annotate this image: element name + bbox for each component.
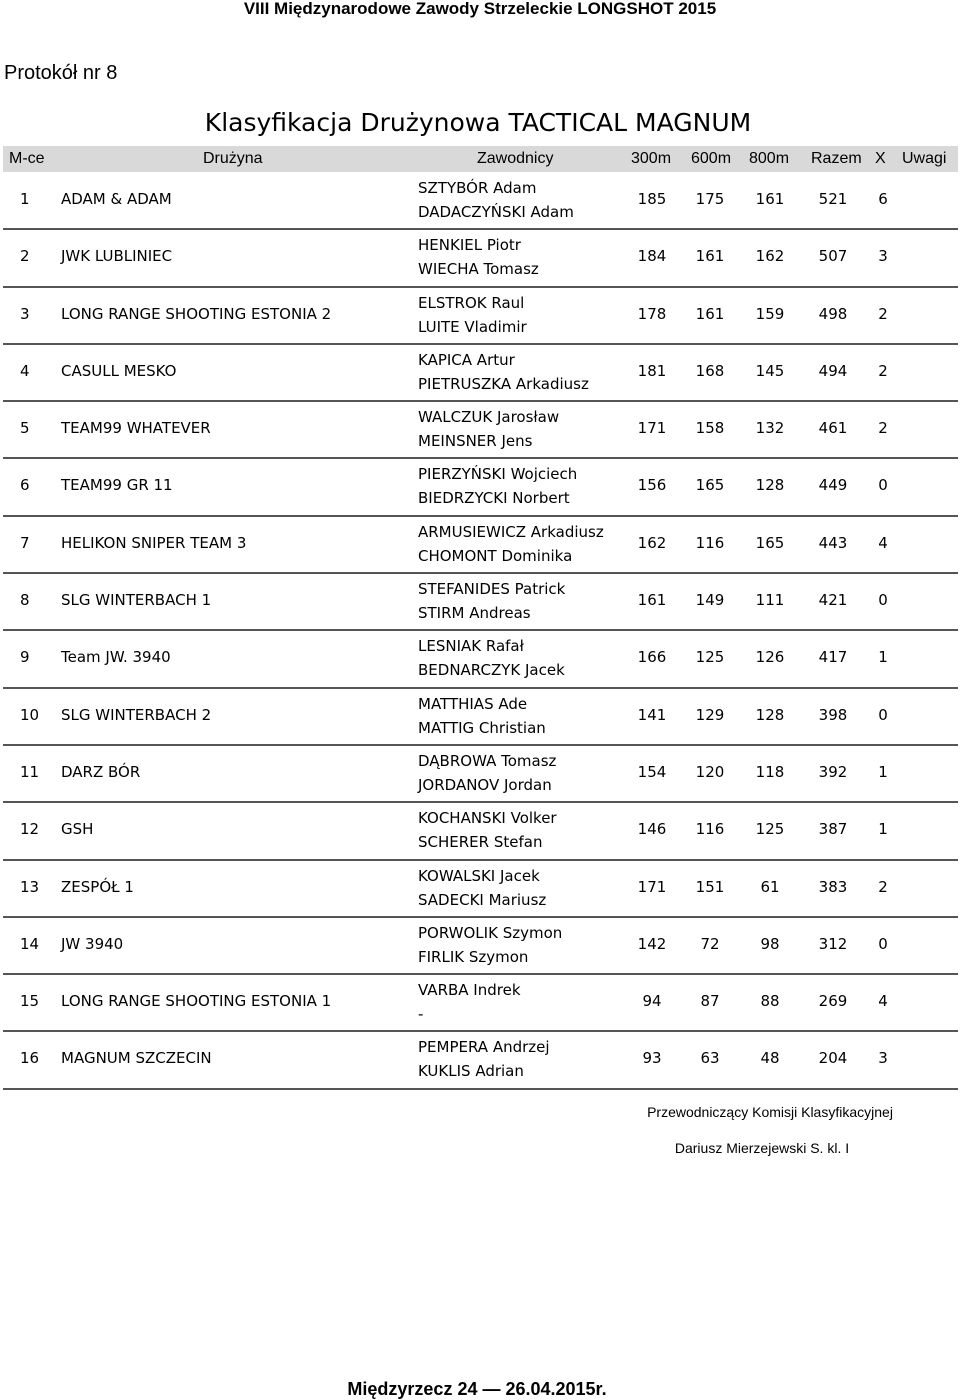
x-count-cell: 2 (878, 304, 888, 323)
table-row (3, 689, 958, 746)
total-cell: 269 (818, 992, 848, 1011)
place-cell: 7 (20, 533, 30, 552)
score-800m-cell: 128 (755, 705, 785, 724)
table-row (3, 459, 958, 516)
x-count-cell: 4 (878, 533, 888, 552)
total-cell: 392 (818, 762, 848, 781)
team-cell: ADAM & ADAM (61, 190, 172, 208)
place-cell: 1 (20, 190, 30, 208)
total-cell: 521 (818, 190, 848, 208)
score-600m-cell: 161 (695, 247, 725, 266)
x-count-cell: 6 (878, 190, 888, 208)
team-cell: Team JW. 3940 (61, 648, 171, 667)
team-cell: DARZ BÓR (61, 762, 141, 781)
member-1-cell: DĄBROWA Tomasz (418, 751, 557, 770)
score-600m-cell: 149 (695, 591, 725, 610)
member-1-cell: MATTHIAS Ade (418, 694, 528, 713)
header-place: M-ce (9, 150, 45, 167)
score-600m-cell: 116 (695, 533, 725, 552)
member-1-cell: KAPICA Artur (418, 350, 515, 369)
score-600m-cell: 165 (695, 476, 725, 495)
team-cell: GSH (61, 820, 94, 839)
member-1-cell: PIERZYŃSKI Wojciech (418, 465, 578, 484)
score-300m-cell: 171 (637, 419, 667, 438)
table-row (3, 574, 958, 631)
team-cell: LONG RANGE SHOOTING ESTONIA 1 (61, 992, 332, 1011)
table-row (3, 288, 958, 345)
member-2-cell: STIRM Andreas (418, 604, 531, 623)
team-cell: LONG RANGE SHOOTING ESTONIA 2 (61, 304, 332, 323)
table-row (3, 861, 958, 918)
team-cell: SLG WINTERBACH 1 (61, 591, 212, 610)
team-cell: MAGNUM SZCZECIN (61, 1049, 212, 1068)
score-800m-cell: 162 (755, 247, 785, 266)
member-1-cell: LESNIAK Rafał (418, 637, 524, 656)
member-1-cell: ELSTROK Raul (418, 293, 525, 312)
score-300m-cell: 184 (637, 247, 667, 266)
table-row (3, 1032, 958, 1089)
score-800m-cell: 159 (755, 304, 785, 323)
score-300m-cell: 178 (637, 304, 667, 323)
total-cell: 417 (818, 648, 848, 667)
member-1-cell: WALCZUK Jarosław (418, 408, 560, 427)
score-300m-cell: 142 (637, 934, 667, 953)
score-300m-cell: 156 (637, 476, 667, 495)
table-header (3, 146, 958, 172)
table-row (3, 345, 958, 402)
header-800m: 800m (749, 150, 790, 167)
score-600m-cell: 175 (695, 190, 725, 208)
table-row (3, 746, 958, 803)
place-cell: 5 (20, 419, 30, 438)
score-800m-cell: 98 (760, 934, 780, 953)
member-1-cell: ARMUSIEWICZ Arkadiusz (418, 522, 604, 541)
x-count-cell: 3 (878, 1049, 888, 1068)
score-800m-cell: 125 (755, 820, 785, 839)
team-cell: TEAM99 GR 11 (61, 476, 173, 495)
team-cell: CASULL MESKO (61, 361, 177, 380)
signature-name: Dariusz Mierzejewski S. kl. I (674, 1140, 850, 1156)
team-cell: SLG WINTERBACH 2 (61, 705, 212, 724)
team-cell: ZESPÓŁ 1 (61, 877, 134, 896)
member-1-cell: SZTYBÓR Adam (418, 179, 537, 197)
x-count-cell: 1 (878, 820, 888, 839)
table-row (3, 230, 958, 287)
score-300m-cell: 166 (637, 648, 667, 667)
x-count-cell: 0 (878, 591, 888, 610)
place-cell: 6 (20, 476, 30, 495)
score-600m-cell: 168 (695, 361, 725, 380)
x-count-cell: 2 (878, 877, 888, 896)
place-cell: 12 (20, 820, 40, 839)
total-cell: 494 (818, 361, 848, 380)
total-cell: 398 (818, 705, 848, 724)
score-300m-cell: 162 (637, 533, 667, 552)
score-800m-cell: 48 (760, 1049, 780, 1068)
member-1-cell: HENKIEL Piotr (418, 236, 521, 255)
header-notes: Uwagi (902, 150, 947, 167)
total-cell: 204 (818, 1049, 848, 1068)
score-600m-cell: 116 (695, 820, 725, 839)
table-row (3, 173, 958, 230)
score-800m-cell: 128 (755, 476, 785, 495)
header-total: Razem (811, 150, 862, 167)
score-300m-cell: 161 (637, 591, 667, 610)
score-800m-cell: 145 (755, 361, 785, 380)
member-2-cell: DADACZYŃSKI Adam (418, 203, 574, 221)
member-2-cell: WIECHA Tomasz (418, 260, 539, 279)
place-cell: 16 (20, 1049, 40, 1068)
total-cell: 498 (818, 304, 848, 323)
member-1-cell: PORWOLIK Szymon (418, 923, 563, 942)
score-300m-cell: 146 (637, 820, 667, 839)
classification-title-text: Klasyfikacja Drużynowa TACTICAL MAGNUM (204, 108, 752, 137)
score-800m-cell: 165 (755, 533, 785, 552)
score-600m-cell: 151 (695, 877, 725, 896)
place-cell: 13 (20, 877, 40, 896)
member-1-cell: PEMPERA Andrzej (418, 1038, 550, 1057)
member-1-cell: KOWALSKI Jacek (418, 866, 540, 885)
total-cell: 449 (818, 476, 848, 495)
team-cell: HELIKON SNIPER TEAM 3 (61, 533, 247, 552)
score-600m-cell: 125 (695, 648, 725, 667)
member-2-cell: MATTIG Christian (418, 718, 546, 737)
score-600m-cell: 161 (695, 304, 725, 323)
team-cell: JW 3940 (61, 934, 124, 953)
table-row (3, 975, 958, 1032)
score-600m-cell: 120 (695, 762, 725, 781)
total-cell: 312 (818, 934, 848, 953)
team-cell: TEAM99 WHATEVER (61, 419, 211, 438)
header-x: X (875, 150, 886, 167)
classification-title (0, 108, 960, 137)
score-300m-cell: 93 (642, 1049, 662, 1068)
total-cell: 443 (818, 533, 848, 552)
member-2-cell: - (418, 1005, 424, 1024)
table-row (3, 803, 958, 860)
header-members: Zawodnicy (477, 150, 554, 167)
total-cell: 383 (818, 877, 848, 896)
table-row (3, 402, 958, 459)
score-300m-cell: 94 (642, 992, 662, 1011)
member-2-cell: PIETRUSZKA Arkadiusz (418, 374, 589, 393)
member-2-cell: KUKLIS Adrian (418, 1062, 524, 1081)
member-2-cell: BEDNARCZYK Jacek (418, 661, 565, 680)
score-800m-cell: 61 (760, 877, 780, 896)
place-cell: 10 (20, 705, 40, 724)
score-800m-cell: 88 (760, 992, 780, 1011)
score-800m-cell: 111 (755, 591, 785, 610)
x-count-cell: 2 (878, 419, 888, 438)
member-2-cell: SCHERER Stefan (418, 833, 543, 852)
x-count-cell: 0 (878, 934, 888, 953)
score-300m-cell: 185 (637, 190, 667, 208)
score-300m-cell: 171 (637, 877, 667, 896)
place-cell: 3 (20, 304, 30, 323)
signature-role: Przewodniczący Komisji Klasyfikacyjnej (647, 1104, 893, 1120)
member-2-cell: MEINSNER Jens (418, 432, 533, 451)
member-1-cell: STEFANIDES Patrick (418, 580, 566, 599)
table-row (3, 517, 958, 574)
protocol-number: Protokół nr 8 (4, 62, 118, 84)
member-2-cell: CHOMONT Dominika (418, 546, 573, 565)
table-row (3, 631, 958, 688)
place-cell: 9 (20, 648, 30, 667)
x-count-cell: 0 (878, 705, 888, 724)
x-count-cell: 1 (878, 648, 888, 667)
place-cell: 8 (20, 591, 30, 610)
total-cell: 421 (818, 591, 848, 610)
score-800m-cell: 161 (755, 190, 785, 208)
x-count-cell: 0 (878, 476, 888, 495)
table-row (3, 918, 958, 975)
results-table (3, 173, 958, 1090)
x-count-cell: 4 (878, 992, 888, 1011)
score-600m-cell: 129 (695, 705, 725, 724)
member-2-cell: BIEDRZYCKI Norbert (418, 489, 570, 508)
score-300m-cell: 181 (637, 361, 667, 380)
x-count-cell: 1 (878, 762, 888, 781)
place-cell: 11 (20, 762, 40, 781)
place-cell: 2 (20, 247, 30, 266)
score-800m-cell: 126 (755, 648, 785, 667)
place-cell: 14 (20, 934, 40, 953)
total-cell: 461 (818, 419, 848, 438)
total-cell: 387 (818, 820, 848, 839)
total-cell: 507 (818, 247, 848, 266)
member-1-cell: VARBA Indrek (418, 981, 521, 1000)
score-600m-cell: 72 (700, 934, 720, 953)
place-cell: 4 (20, 361, 30, 380)
score-600m-cell: 158 (695, 419, 725, 438)
member-2-cell: FIRLIK Szymon (418, 947, 529, 966)
x-count-cell: 3 (878, 247, 888, 266)
place-cell: 15 (20, 992, 40, 1011)
header-team: Drużyna (203, 150, 263, 167)
place-and-date: Międzyrzecz 24 — 26.04.2015r. (347, 1379, 607, 1399)
member-2-cell: SADECKI Mariusz (418, 890, 547, 909)
header-300m: 300m (631, 150, 672, 167)
team-cell: JWK LUBLINIEC (61, 247, 173, 266)
score-300m-cell: 141 (637, 705, 667, 724)
member-1-cell: KOCHANSKI Volker (418, 809, 557, 828)
member-2-cell: LUITE Vladimir (418, 317, 527, 336)
header-600m: 600m (691, 150, 732, 167)
score-600m-cell: 87 (700, 992, 720, 1011)
score-300m-cell: 154 (637, 762, 667, 781)
event-title: VIII Międzynarodowe Zawody Strzeleckie LONGSHOT 2015 (243, 0, 717, 18)
score-600m-cell: 63 (700, 1049, 720, 1068)
x-count-cell: 2 (878, 361, 888, 380)
score-800m-cell: 118 (755, 762, 785, 781)
score-800m-cell: 132 (755, 419, 785, 438)
member-2-cell: JORDANOV Jordan (418, 775, 552, 794)
